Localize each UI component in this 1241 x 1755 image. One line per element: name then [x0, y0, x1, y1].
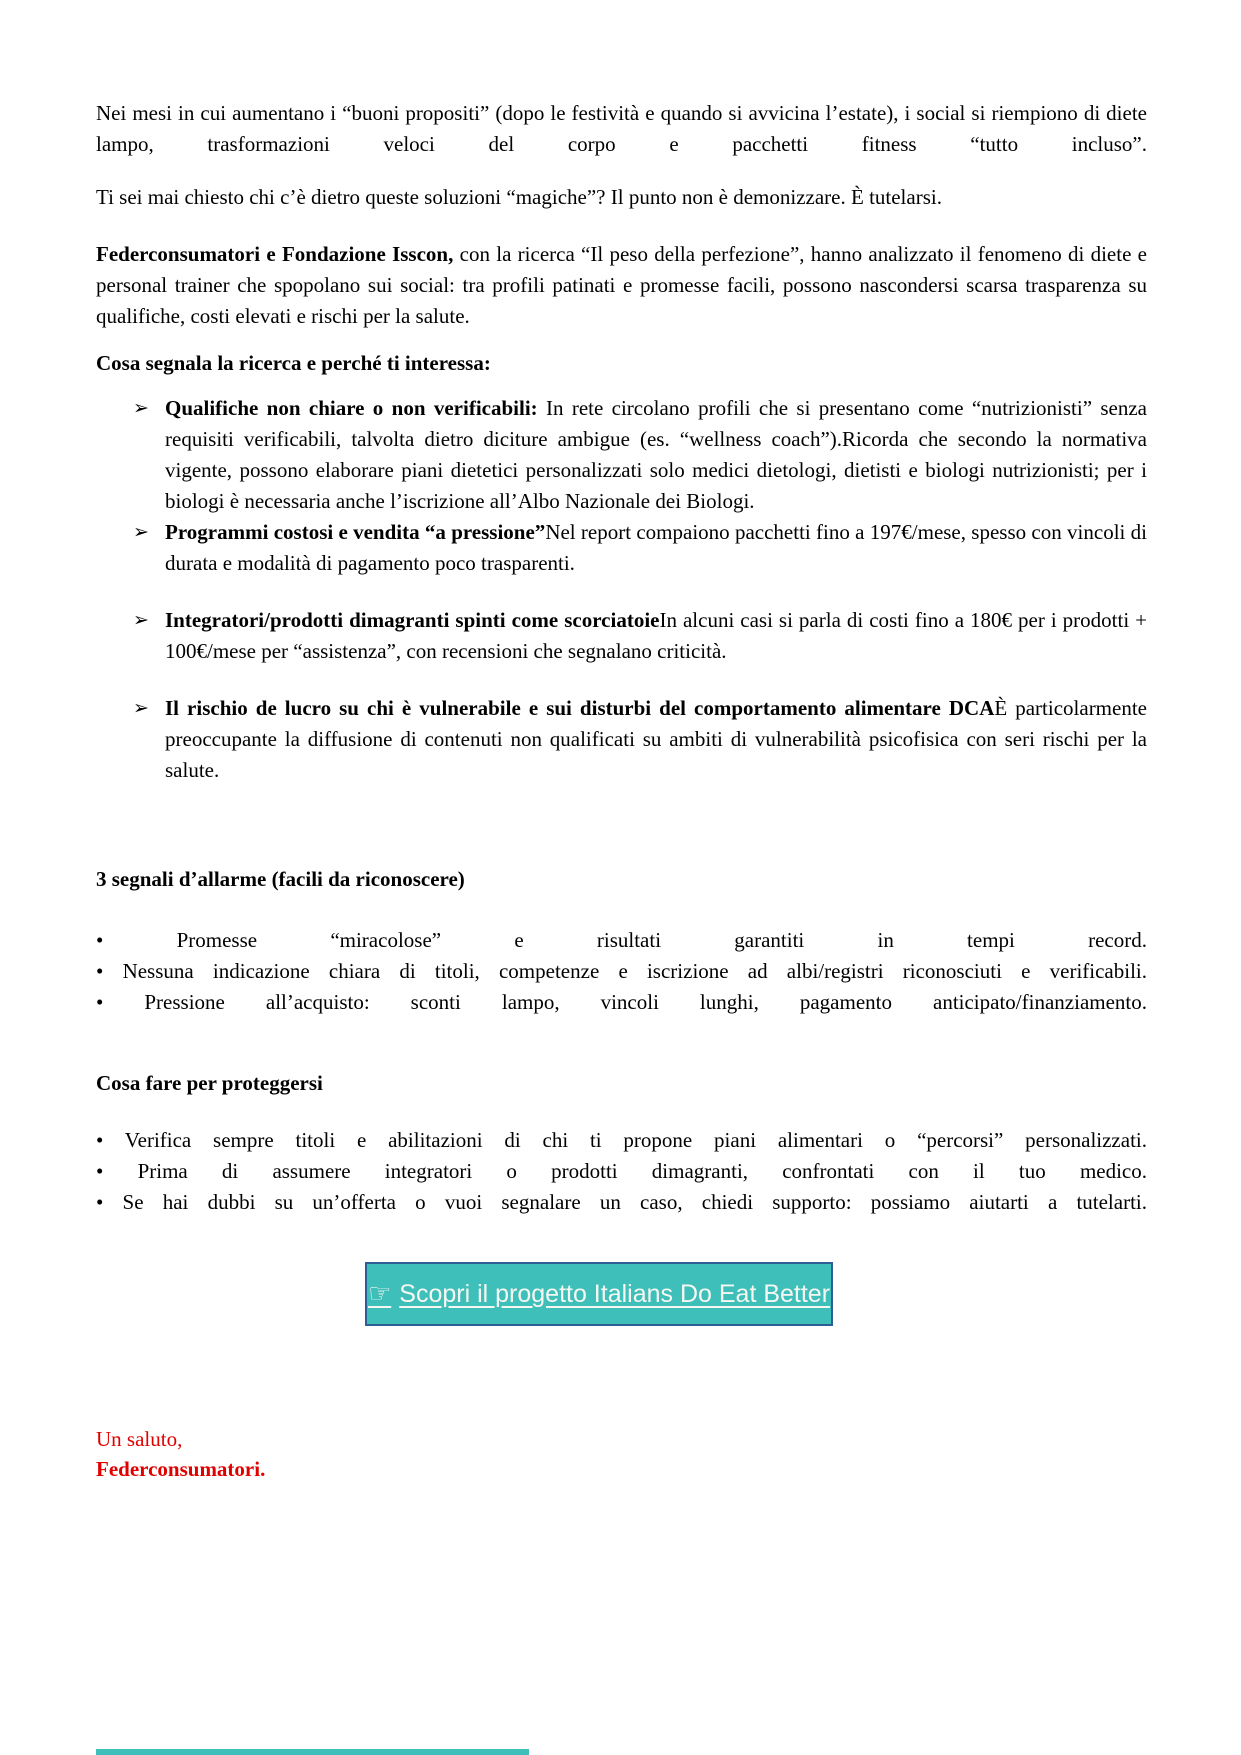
research-bullet-dca-risk-bold: Il rischio de lucro su chi è vulnerabile e sui disturbi del comportamento alimentare DCA — [165, 696, 995, 720]
pointing-hand-icon: ☞ — [367, 1279, 392, 1309]
research-bullet-programs-text: Nel report compaiono pacchetti fino a 197€/mese, spesso con vincoli di durata e modalità di pagamento poco trasparenti. — [165, 520, 1147, 575]
signals-bullet-no-credentials — [96, 956, 1147, 987]
protect-bullet-ask-support-text: Se hai dubbi su un’offerta o vuoi segnalare un caso, chiedi supporto: possiamo aiutarti a tutelarti. — [122, 1190, 1147, 1214]
signature-organization: Federconsumatori. — [96, 1457, 266, 1481]
protect-bullet-verify-titles — [96, 1125, 1147, 1156]
signals-bullet-promises-text: Promesse “miracolose” e risultati garantiti in tempi record. — [176, 928, 1147, 952]
research-bullet-programs-bold: Programmi costosi e vendita “a pressione” — [165, 520, 546, 544]
signals-bullet-purchase-pressure-text: Pressione all’acquisto: sconti lampo, vincoli lunghi, pagamento anticipato/finanziamento. — [144, 990, 1147, 1014]
research-bullet-supplements-text: In alcuni casi si parla di costi fino a 180€ per i prodotti + 100€/mese per “assistenza”, con recensioni che segnalano criticità. — [165, 608, 1147, 663]
research-bullet-supplements-bold: Integratori/prodotti dimagranti spinti come scorciatoie — [165, 608, 660, 632]
protect-bullet-consult-doctor — [96, 1156, 1147, 1187]
signals-section-heading: 3 segnali d’allarme (facili da riconoscere) — [96, 867, 465, 891]
dot-bullet-icon: • — [96, 928, 104, 952]
research-bullet-list — [96, 393, 1147, 786]
protect-section-heading: Cosa fare per proteggersi — [96, 1071, 323, 1095]
protect-bullet-consult-doctor-text: Prima di assumere integratori o prodotti dimagranti, confrontati con il tuo medico. — [137, 1159, 1148, 1183]
signals-bullet-promises — [96, 925, 1147, 956]
discover-project-link[interactable] — [368, 1279, 830, 1309]
research-bullet-qualifications-text: In rete circolano profili che si presentano come “nutrizionisti” senza requisiti verificabili, talvolta dietro diciture ambigue (es. “wellness coach”).Ricorda che secondo la normativa vigente, possono elaborare piani dietetici personalizzati solo medici dietologi, dietisti e biologi nutrizionisti; per i biologi è necessaria anche l’iscrizione all’Albo Nazionale dei Biologi. — [165, 396, 1147, 513]
intro-paragraph-2: Ti sei mai chiesto chi c’è dietro queste soluzioni “magiche”? Il punto non è demonizzare. È tutelarsi. — [96, 185, 942, 209]
protect-bullet-list — [96, 1125, 1147, 1218]
arrow-bullet-icon: ➢ — [133, 609, 149, 631]
dot-bullet-icon: • — [96, 1159, 104, 1183]
discover-project-button[interactable] — [365, 1262, 833, 1326]
signals-bullet-list — [96, 925, 1147, 1018]
arrow-bullet-icon: ➢ — [133, 397, 149, 419]
dot-bullet-icon: • — [96, 1128, 104, 1152]
research-bullet-supplements — [96, 605, 1147, 667]
protect-bullet-verify-titles-text: Verifica sempre titoli e abilitazioni di chi ti propone piani alimentari o “percorsi” personalizzati. — [124, 1128, 1147, 1152]
research-bullet-dca-risk-text: È particolarmente preoccupante la diffusione di contenuti non qualificati su ambiti di vulnerabilità psicofisica con seri rischi per la salute. — [165, 696, 1147, 782]
dot-bullet-icon: • — [96, 990, 104, 1014]
intro-paragraph-3 — [96, 239, 1147, 332]
dot-bullet-icon: • — [96, 959, 104, 983]
research-section-heading: Cosa segnala la ricerca e perché ti interessa: — [96, 351, 491, 375]
research-bullet-programs — [96, 517, 1147, 579]
intro-paragraph-1: Nei mesi in cui aumentano i “buoni propositi” (dopo le festività e quando si avvicina l’estate), i social si riempiono di diete lampo, trasformazioni veloci del corpo e pacchetti fitness “tutto incluso”. — [96, 101, 1147, 156]
discover-project-link-label: Scopri il progetto Italians Do Eat Better — [399, 1280, 831, 1308]
dot-bullet-icon: • — [96, 1190, 104, 1214]
signature-block — [96, 1424, 1147, 1484]
research-bullet-qualifications-bold: Qualifiche non chiare o non verificabili: — [165, 396, 538, 420]
signature-greeting: Un saluto, — [96, 1427, 183, 1451]
research-bullet-dca-risk — [96, 693, 1147, 786]
signals-bullet-no-credentials-text: Nessuna indicazione chiara di titoli, competenze e iscrizione ad albi/registri riconosciuti e verificabili. — [122, 959, 1148, 983]
protect-bullet-ask-support — [96, 1187, 1147, 1218]
research-bullet-qualifications — [96, 393, 1147, 517]
cutoff-teal-strip — [96, 1749, 529, 1755]
intro-paragraph-3-bold: Federconsumatori e Fondazione Isscon, — [96, 242, 454, 266]
intro-paragraph-3-text: con la ricerca “Il peso della perfezione”, hanno analizzato il fenomeno di diete e personal trainer che spopolano sui social: tra profili patinati e promesse facili, possono nascondersi scarsa trasparenza su qualifiche, costi elevati e rischi per la salute. — [96, 242, 1147, 328]
arrow-bullet-icon: ➢ — [133, 697, 149, 719]
signals-bullet-purchase-pressure — [96, 987, 1147, 1018]
arrow-bullet-icon: ➢ — [133, 521, 149, 543]
